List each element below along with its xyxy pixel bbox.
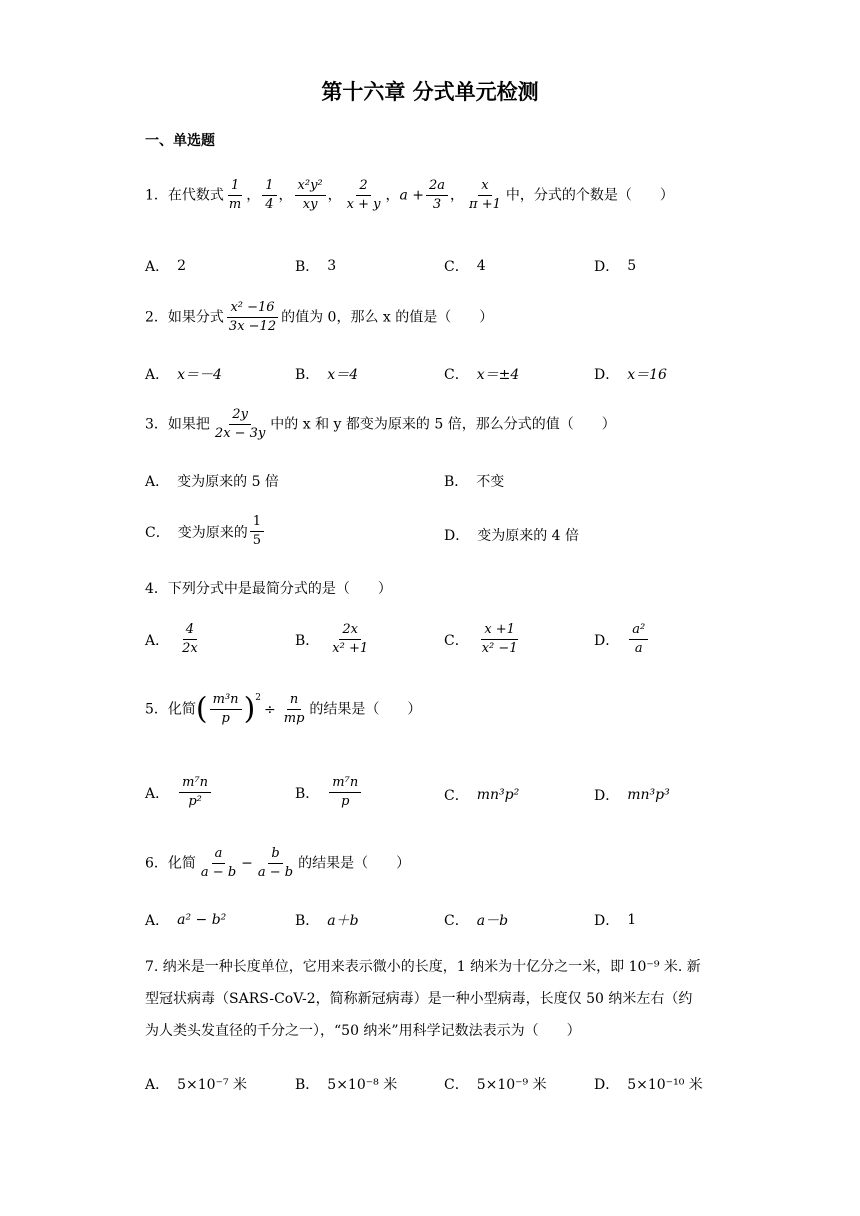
option-d[interactable]: D． mn³p³ [594,787,670,804]
fraction: $\frac{\text{m⁷n}}{p}$ [329,775,361,810]
option-d[interactable]: D． 5×10⁻¹⁰ 米 [594,1077,703,1093]
fraction: $\frac{n}{mp}$ [283,692,305,726]
fraction: $\frac{1}{4}$ [262,178,276,213]
fraction: $\frac{\text{m⁷n}}{\text{p²}}$ [179,775,211,810]
question-4: 4．下列分式中是最简分式的是（ ） [145,581,392,597]
question-7-line: 型冠状病毒（SARS-CoV-2，简称新冠病毒）是一种小型病毒，长度仅 50 纳米左右（约 [145,991,693,1007]
question-1: 1．在代数式 $\frac{1}{m}$ ， $\frac{1}{4}$ ， $\frac{\text{x²y²}}{xy}$ ， $\frac{2}{x + y}$ ，a + $\frac{2a}{3}$ ， $\frac{x}{\pi +1}$ 中，分式的个数是（ ） [145,178,674,212]
question-1-suffix: 中，分式的个数是（ ） [505,187,674,204]
section-heading: 一、单选题 [145,133,215,149]
option-b[interactable]: B． x＝4 [295,367,359,383]
option-c[interactable]: C． 4 [444,258,486,275]
option-c[interactable]: C． 变为原来的 $\frac{1}{5}$ [145,514,266,549]
option-b[interactable]: B． $\frac{2x}{\text{x² +1}}$ [295,622,373,657]
question-3: 3．如果把 $\frac{2y}{2x - 3y}$ 中的 x 和 y 都变为原来的 5 倍，那么分式的值（ ） [145,407,616,441]
fraction: $\frac{b}{a - b}$ [257,846,294,880]
fraction: $\frac{x +1}{\text{x² −1}}$ [481,622,518,656]
fraction: $\frac{a}{a - b}$ [200,846,237,880]
fraction: $\frac{1}{m}$ [228,178,242,212]
option-b[interactable]: B． 3 [295,258,337,275]
fraction: $\frac{1}{5}$ [250,514,264,549]
fraction: $\frac{\text{x² −16}}{3x -12}$ [228,300,277,334]
fraction: $\frac{2a}{3}$ [426,178,448,213]
option-c[interactable]: C． 5×10⁻⁹ 米 [444,1077,547,1093]
expression: a + [399,187,425,204]
fraction: $\frac{\text{m³n}}{p}$ [210,692,242,727]
fraction: $\frac{\text{x²y²}}{xy}$ [295,178,326,213]
fraction: $\frac{\text{a²}}{a}$ [629,622,648,657]
option-b[interactable]: B． $\frac{\text{m⁷n}}{p}$ [295,775,363,810]
fraction: $\frac{4}{2x}$ [182,622,198,656]
option-a[interactable]: A． $\frac{4}{2x}$ [145,622,203,657]
option-a[interactable]: A． 5×10⁻⁷ 米 [145,1077,248,1093]
question-6: 6．化简 $\frac{a}{a - b}$ − $\frac{b}{a - b}$ 的结果是（ ） [145,846,411,880]
fraction: $\frac{x}{\pi +1}$ [469,178,501,212]
option-b[interactable]: B． 5×10⁻⁸ 米 [295,1077,398,1093]
option-c[interactable]: C． $\frac{x +1}{\text{x² −1}}$ [444,622,523,657]
option-c[interactable]: C． a－b [444,913,509,929]
option-b[interactable]: B． a＋b [295,913,359,929]
fraction: $\frac{2}{x + y}$ [346,178,381,212]
page-title: 第十六章 分式单元检测 [321,80,539,104]
option-c[interactable]: C． mn³p² [444,787,520,804]
question-7 [145,951,717,1047]
question-2: 2．如果分式 $\frac{\text{x² −16}}{3x -12}$ 的值为 0，那么 x 的值是（ ） [145,300,494,334]
option-a[interactable]: A． 变为原来的 5 倍 [145,474,279,490]
fraction: $\frac{2y}{2x - 3y}$ [214,407,266,441]
fraction: $\frac{2x}{\text{x² +1}}$ [332,622,369,656]
option-b[interactable]: B． 不变 [444,474,505,490]
exponent: 2 [255,693,262,703]
option-d[interactable]: D． 1 [594,912,637,929]
option-a[interactable]: A． 2 [145,258,187,275]
option-a[interactable]: A． $\frac{\text{m⁷n}}{\text{p²}}$ [145,775,213,810]
option-d[interactable]: D． 变为原来的 4 倍 [444,528,580,544]
option-c[interactable]: C． x＝±4 [444,367,520,383]
question-1-prefix: 1．在代数式 [145,187,224,204]
option-d[interactable]: D． x＝16 [594,367,667,383]
option-d[interactable]: D． 5 [594,258,637,275]
question-5: 5．化简( $\frac{\text{m³n}}{p}$ )$^2$÷ $\frac{n}{mp}$ 的结果是（ ） [145,691,422,727]
option-d[interactable]: D． $\frac{\text{a²}}{a}$ [594,622,650,657]
left-paren: ( [195,691,208,727]
question-7-line: 为人类头发直径的千分之一），“50 纳米”用科学记数法表示为（ ） [145,1023,581,1039]
option-a[interactable]: A． a² − b² [145,912,227,929]
question-7-line: 7. 纳米是一种长度单位，它用来表示微小的长度，1 纳米为十亿分之一米，即 10⁻⁹ 米. 新 [145,959,701,975]
option-a[interactable]: A． x＝－4 [145,367,222,383]
right-paren: ) [243,691,256,727]
